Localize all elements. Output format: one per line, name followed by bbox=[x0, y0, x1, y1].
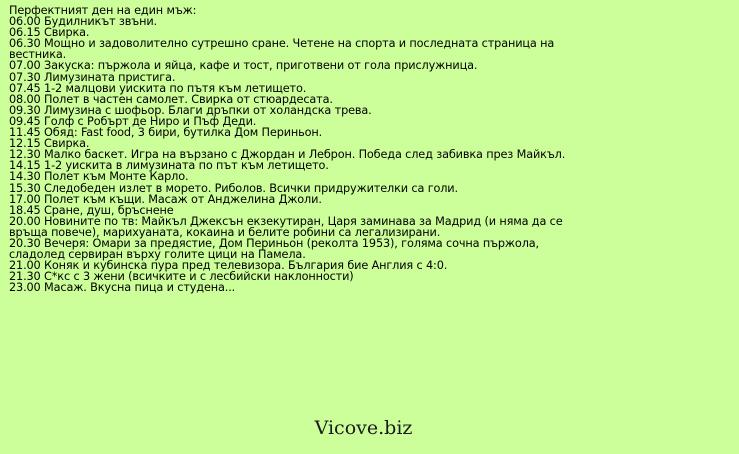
schedule-entry: 14.15 1-2 уискита в лимузината по път към летището. bbox=[9, 159, 329, 173]
schedule-entry: 15.30 Следобеден излет в морето. Риболов. Всички придружителки са голи. bbox=[9, 181, 458, 195]
schedule-entry: 21.00 Коняк и кубинска пура пред телевизора. България бие Англия с 4:0. bbox=[9, 259, 448, 273]
schedule-entry: 23.00 Масаж. Вкусна пица и студена... bbox=[9, 281, 236, 295]
schedule-entry: 20.30 Вечеря: Омари за предястие, Дом Периньон (реколта 1953), голяма сочна пържола, сладолед сервиран върху голите цици на Памела. bbox=[9, 236, 539, 262]
schedule-entry: 09.45 Голф с Робърт де Ниро и Пъф Деди. bbox=[9, 114, 257, 128]
schedule-entry: 07.30 Лимузината пристига. bbox=[9, 70, 176, 84]
schedule-entry: 12.30 Малко баскет. Игра на вързано с Джордан и Леброн. Победа след забивка през Майкъл. bbox=[9, 148, 566, 162]
schedule-entry: 12.15 Свирка. bbox=[9, 137, 90, 151]
schedule-entry: 06.15 Свирка. bbox=[9, 26, 90, 40]
joke-heading: Перфектният ден на един мъж: bbox=[9, 4, 197, 17]
schedule-entry: 06.30 Мощно и задоволително сутрешно сране. Четене на спорта и последната страница на вестника. bbox=[9, 37, 555, 62]
schedule-entry: 08.00 Полет в частен самолет. Свирка от стюардесата. bbox=[9, 92, 333, 106]
schedule-entry: 20.00 Новините по тв: Майкъл Джексън екзекутиран, Царя заминава за Мадрид (и няма да се връща повече), марихуаната, кокаина и белите робини са легализирани. bbox=[9, 214, 563, 239]
schedule-entry: 09.30 Лимузина с шофьор. Благи дръпки от холандска трева. bbox=[9, 103, 372, 117]
schedule-entry: 21.30 С*кс с 3 жени (всичките и с лесбийски наклонности) bbox=[9, 270, 354, 284]
schedule-entry: 07.45 1-2 малцови уискита по пътя към летището. bbox=[9, 81, 307, 95]
joke-text bbox=[9, 5, 569, 293]
schedule-entry: 07.00 Закуска: пържола и яйца, кафе и тост, приготвени от гола прислужница. bbox=[9, 59, 478, 73]
site-watermark: Vicove.biz bbox=[314, 417, 413, 439]
schedule-entry: 18.45 Сране, душ, бръснене bbox=[9, 203, 174, 217]
schedule-entry: 06.00 Будилникът звъни. bbox=[9, 15, 157, 29]
schedule-entry: 11.45 Обяд: Fast food, 3 бири, бутилка Дом Периньон. bbox=[9, 126, 323, 140]
schedule-entry: 17.00 Полет към къщи. Масаж от Анджелина Джоли. bbox=[9, 192, 322, 206]
schedule-entry: 14.30 Полет към Монте Карло. bbox=[9, 170, 189, 184]
